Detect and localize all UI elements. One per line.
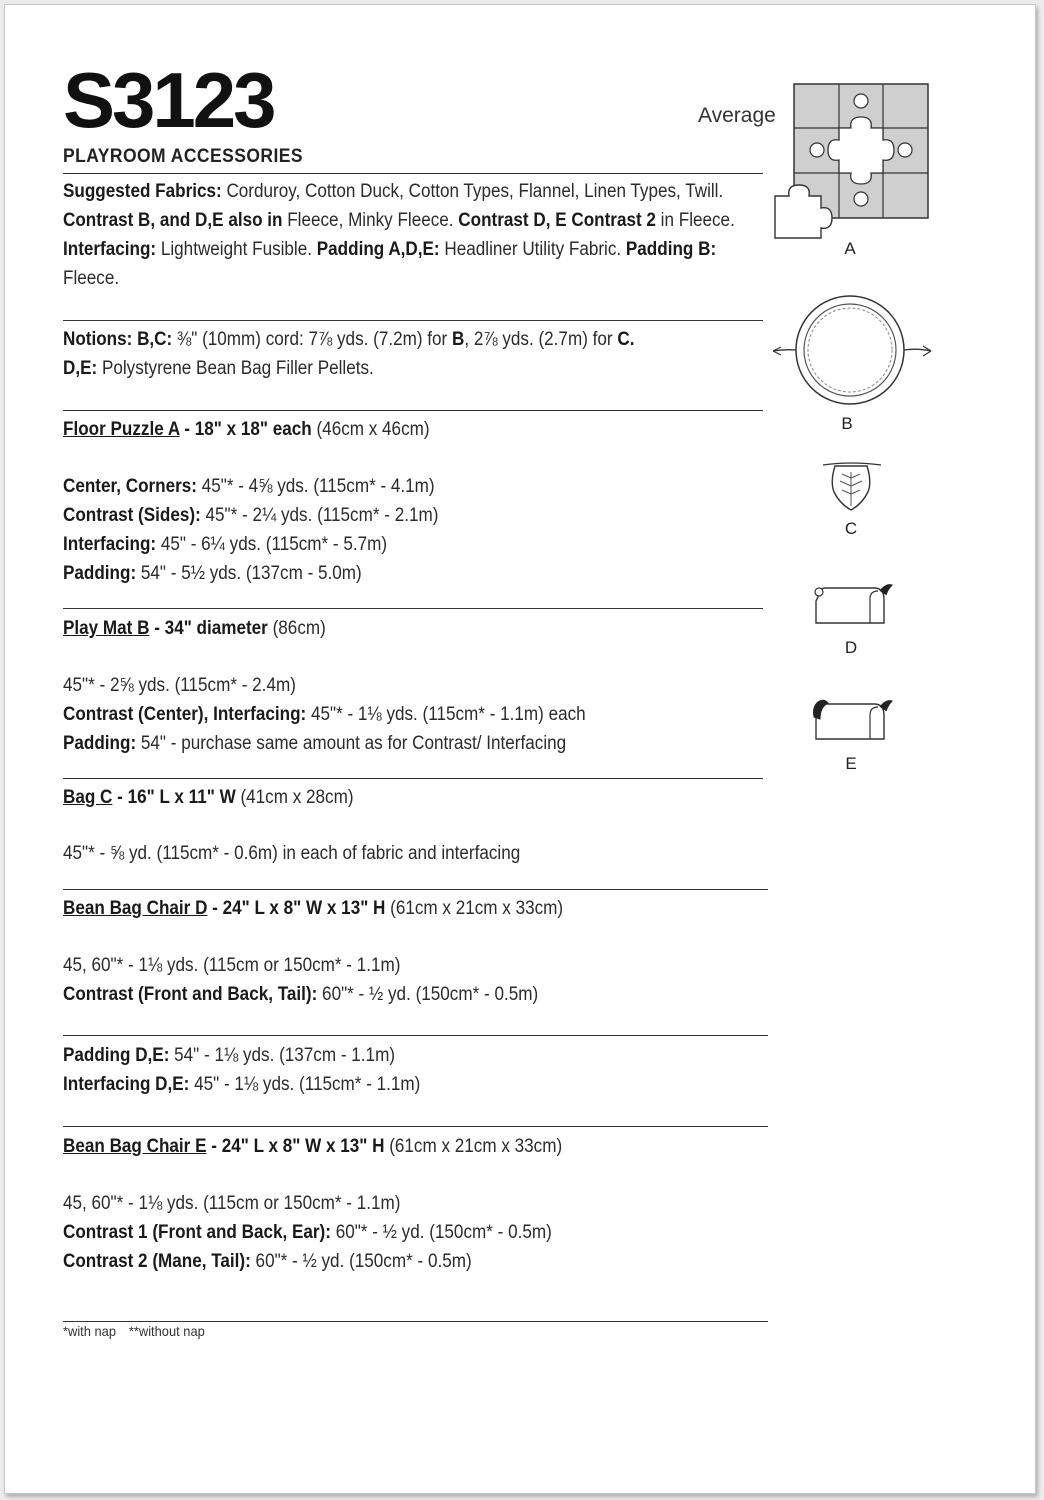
divider (63, 889, 768, 890)
mat-heading: Play Mat B - 34" diameter (86cm) (63, 618, 326, 639)
fabrics-line-2: Contrast B, and D,E also in Fleece, Minky Fleece. Contrast D, E Contrast 2 in Fleece. (63, 210, 735, 231)
view-label-d: D (844, 638, 858, 657)
divider (63, 1035, 768, 1036)
view-label-a: A (844, 239, 856, 258)
mat-row-1: 45"* - 2⅝ yds. (115cm* - 2.4m) (63, 675, 296, 696)
view-label-e: E (845, 754, 857, 773)
fabrics-line-3: Interfacing: Lightweight Fusible. Padding A,D,E: Headliner Utility Fabric. Padding B: (63, 239, 717, 260)
bag-heading: Bag C - 16" L x 11" W (41cm x 28cm) (63, 787, 354, 808)
divider (63, 1126, 768, 1127)
interfacing-de-row: Interfacing D,E: 45" - 1⅛ yds. (115cm* - 1.1m) (63, 1074, 421, 1095)
divider (63, 778, 763, 779)
footnote: *with nap **without nap (63, 1323, 205, 1339)
chair-e-heading: Bean Bag Chair E - 24" L x 8" W x 13" H (61cm x 21cm x 33cm) (63, 1136, 563, 1157)
view-label-b: B (841, 414, 853, 433)
chair-d-row-2: Contrast (Front and Back, Tail): 60"* - ½ yd. (150cm* - 0.5m) (63, 984, 539, 1005)
puzzle-heading: Floor Puzzle A - 18" x 18" each (46cm x 46cm) (63, 419, 430, 440)
chair-e-row-3: Contrast 2 (Mane, Tail): 60"* - ½ yd. (150cm* - 0.5m) (63, 1251, 472, 1272)
view-label-c: C (844, 519, 858, 538)
bean-bag-chair-e-illustration (808, 693, 894, 745)
divider (63, 608, 763, 609)
mat-row-3: Padding: 54" - purchase same amount as for Contrast/ Interfacing (63, 733, 567, 754)
play-mat-illustration (767, 293, 937, 408)
bag-row-1: 45"* - ⅝ yd. (115cm* - 0.6m) in each of fabric and interfacing (63, 843, 521, 864)
bean-bag-chair-d-illustration (808, 579, 894, 629)
chair-d-heading: Bean Bag Chair D - 24" L x 8" W x 13" H (61cm x 21cm x 33cm) (63, 898, 564, 919)
puzzle-row-3: Interfacing: 45" - 6¼ yds. (115cm* - 5.7m) (63, 534, 388, 555)
bag-illustration (820, 460, 884, 515)
fabrics-line-4: Fleece. (63, 268, 120, 289)
puzzle-row-4: Padding: 54" - 5½ yds. (137cm - 5.0m) (63, 563, 362, 584)
puzzle-row-1: Center, Corners: 45"* - 4⅝ yds. (115cm* - 4.1m) (63, 476, 435, 497)
chair-d-row-1: 45, 60"* - 1⅛ yds. (115cm or 150cm* - 1.1m) (63, 955, 401, 976)
pattern-title: PLAYROOM ACCESSORIES (63, 146, 304, 167)
chair-e-row-2: Contrast 1 (Front and Back, Ear): 60"* - ½ yd. (150cm* - 0.5m) (63, 1222, 552, 1243)
notions-line-1: Notions: B,C: ⅜" (10mm) cord: 7⅞ yds. (7.2m) for B, 2⅞ yds. (2.7m) for C. (63, 329, 635, 350)
difficulty-label: Average (698, 104, 776, 127)
padding-de-row: Padding D,E: 54" - 1⅛ yds. (137cm - 1.1m) (63, 1045, 396, 1066)
puzzle-illustration (767, 81, 935, 241)
divider (63, 1321, 768, 1322)
notions-line-2: D,E: Polystyrene Bean Bag Filler Pellets. (63, 358, 374, 379)
fabrics-line-1: Suggested Fabrics: Corduroy, Cotton Duck, Cotton Types, Flannel, Linen Types, Twill. (63, 181, 724, 202)
mat-row-2: Contrast (Center), Interfacing: 45"* - 1⅛ yds. (115cm* - 1.1m) each (63, 704, 586, 725)
chair-e-row-1: 45, 60"* - 1⅛ yds. (115cm or 150cm* - 1.1m) (63, 1193, 401, 1214)
divider (63, 410, 763, 411)
divider (63, 320, 763, 321)
pattern-number: S3123 (63, 56, 274, 144)
puzzle-row-2: Contrast (Sides): 45"* - 2¼ yds. (115cm* - 2.1m) (63, 505, 439, 526)
pattern-envelope-back (4, 4, 1036, 1494)
divider (63, 173, 763, 174)
